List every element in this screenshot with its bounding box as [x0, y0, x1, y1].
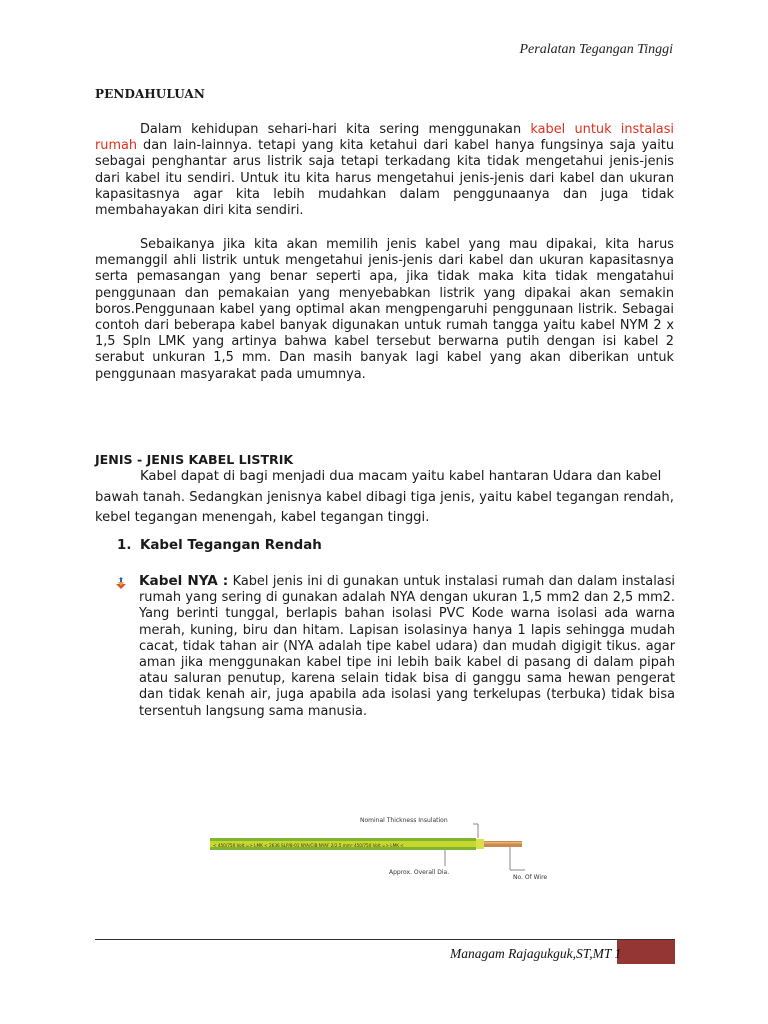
cable-insulation-end	[476, 839, 484, 849]
page-header: Peralatan Tegangan Tinggi	[519, 42, 673, 57]
intro-text-rest: dan lain-lainnya. tetapi yang kita ketahui dari kabel hanya fungsinya saja yaitu sebagai penghantar arus listrik saja tetapi terkadang kita tidak mengetahui jenis-jenis dari kabel itu sendiri. Untuk itu kita harus mengetahui jenis-jenis dari kabel dan ukuran kapasitasnya agar kita lebih mudahkan dalam penggunaanya dan juga tidak membahayakan diri kita sendiri.	[95, 138, 674, 219]
arrow-bullet-icon	[115, 577, 127, 589]
paragraph-intro	[95, 122, 674, 219]
cable-copper	[484, 841, 522, 847]
cable-copper-highlight	[484, 842, 522, 844]
bullet-kabel-nya	[139, 573, 675, 720]
subheading-kabel-tegangan-rendah	[117, 538, 322, 553]
footer-accent-box	[614, 940, 675, 964]
footer-divider	[95, 939, 675, 940]
second-text: Sebaikanya jika kita akan memilih jenis kabel yang mau dipakai, kita harus memanggil ahli listrik untuk mengetahui jenis-jenis dari kabel dan ukuran kapasitasnya serta pemasangan yang benar seperti apa, jika tidak maka kita tidak mengatahui penggunaan dan pemakaian yang menyebabkan listrik yang dipakai akan semakin boros.Penggunaan kabel yang optimal akan mengpengaruhi penggunaan listrik. Sebagai contoh dari beberapa kabel banyak digunakan untuk rumah tangga yaitu kabel NYM 2 x 1,5 Spln LMK yang artinya bahwa kabel tersebut berwarna putih dengan isi kabel 2 serabut unkuran 1,5 mm. Dan masih banyak lagi kabel yang akan diberikan untuk penggunaan masyarakat pada umumnya.	[95, 237, 674, 382]
heading-pendahuluan: PENDAHULUAN	[95, 87, 205, 101]
bullet-text: Kabel jenis ini di gunakan untuk instalasi rumah dan dalam instalasi rumah yang sering di gunakan adalah NYA dengan ukuran 1,5 mm2 dan 2,5 mm2. Yang berinti tunggal, berlapis bahan isolasi PVC Kode warna isolasi ada warna merah, kuning, biru dan hitam. Lapisan isolasinya hanya 1 lapis sehingga mudah cacat, tidak tahan air (NYA adalah tipe kabel udara) dan mudah digigit tikus. agar aman jika menggunakan kabel tipe ini lebih baik kabel di pasang di dalam pipah atau saluran penutup, karena selain tidak bisa di ganggu sama hewan pengerat dan tidak kenah air, juga apabila ada isolasi yang terkelupas (terbuka) tidak bisa tersentuh langsung sama manusia.	[139, 574, 675, 719]
subheading-number: 1.	[117, 538, 132, 553]
bullet-title: Kabel NYA :	[139, 573, 229, 589]
label-nominal-thickness: Nominal Thickness Insulation	[360, 817, 448, 824]
intro-text-start: Dalam kehidupan sehari-hari kita sering menggunakan	[140, 122, 531, 137]
paragraph-jenis	[95, 467, 674, 529]
cable-print-text: < 450/750 Volt => LMK < 2636 SLP/8-01 NYA/CIB NYAF 2/2.5 mm² 450/750 Volt => LMK <	[213, 843, 404, 848]
paragraph-second	[95, 237, 674, 383]
label-overall-dia: Approx. Overall Dia.	[389, 869, 450, 876]
cable-diagram	[205, 808, 575, 888]
intro-link-kabel-instalasi[interactable]: kabel untuk instalasi rumah	[95, 122, 674, 154]
cable-stripe	[210, 838, 476, 841]
footer-author	[450, 946, 621, 962]
subheading-text: Kabel Tegangan Rendah	[140, 538, 322, 553]
label-no-of-wire: No. Of Wire	[513, 874, 548, 881]
jenis-text: Kabel dapat di bagi menjadi dua macam yaitu kabel hantaran Udara dan kabel bawah tanah. Sedangkan jenisnya kabel dibagi tiga jenis, yaitu kabel tegangan rendah, kebel tegangan menengah, kabel tegangan tinggi.	[95, 469, 674, 525]
heading-jenis-kabel: JENIS - JENIS KABEL LISTRIK	[95, 452, 294, 467]
footer-author-name: Managam Rajagukguk,ST,MT	[450, 946, 612, 961]
page-number: 1	[614, 946, 622, 961]
